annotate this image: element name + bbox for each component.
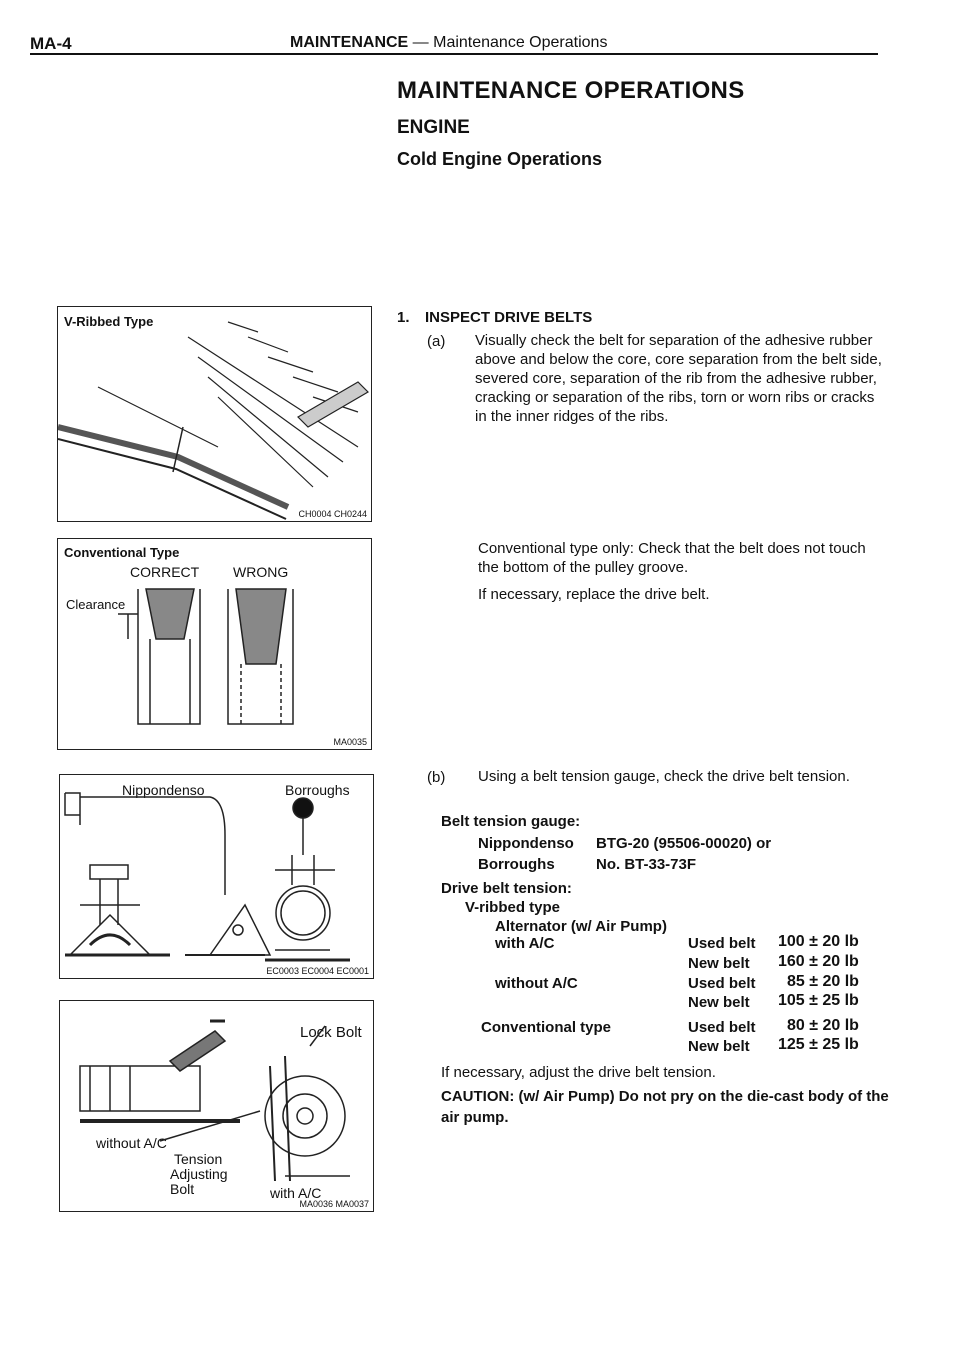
label-without-ac: without A/C — [96, 1135, 167, 1151]
gauge-part-2: No. BT-33-73F — [596, 856, 697, 873]
spec-value-1: 100 ± 20 lb — [778, 933, 859, 950]
gauge-name-1: Nippondenso — [478, 835, 574, 852]
label-adjusting: Adjusting — [170, 1166, 228, 1182]
figure-vribbed-belt — [57, 306, 372, 522]
spec-value-5: 80 ± 20 lb — [787, 1017, 859, 1034]
gauge-heading: Belt tension gauge: — [441, 813, 581, 830]
spec-belt-6: New belt — [688, 1038, 750, 1055]
adjust-note: If necessary, adjust the drive belt tension. — [441, 1064, 716, 1081]
caution-text: (w/ Air Pump) Do not pry on the die-cast body of the air pump. — [441, 1088, 889, 1126]
running-section: MAINTENANCE — [290, 34, 409, 51]
tension-gauge-illustration — [60, 775, 373, 978]
spec-value-4: 105 ± 25 lb — [778, 992, 859, 1009]
gauge-part-1: BTG-20 (95506-00020) or — [596, 835, 772, 852]
label-tension: Tension — [174, 1151, 223, 1167]
spec-belt-3: Used belt — [688, 975, 756, 992]
spec-belt-4: New belt — [688, 994, 750, 1011]
header-rule — [30, 53, 878, 55]
spec-belt-2: New belt — [688, 955, 750, 972]
figure-gauges-code: EC0003 EC0004 EC0001 — [266, 966, 369, 976]
section-heading: ENGINE — [397, 117, 470, 138]
figure-vribbed-title: V-Ribbed Type — [64, 314, 154, 329]
caution-note — [441, 1086, 891, 1128]
vribbed-belt-illustration — [58, 307, 371, 521]
label-correct: CORRECT — [130, 564, 200, 580]
vribbed-heading: V-ribbed type — [465, 899, 561, 916]
label-bolt: Bolt — [170, 1181, 195, 1197]
substep-b-text: Using a belt tension gauge, check the drive belt tension. — [478, 768, 850, 785]
substep-a-label: (a) — [427, 333, 446, 350]
label-lock-bolt: Lock Bolt — [300, 1024, 362, 1041]
label-wrong: WRONG — [233, 564, 289, 580]
spec-group-3: without A/C — [495, 975, 578, 992]
tension-heading: Drive belt tension: — [441, 880, 572, 897]
spec-belt-5: Used belt — [688, 1019, 756, 1036]
figure-vribbed-code: CH0004 CH0244 — [298, 509, 367, 519]
alternator-heading: Alternator (w/ Air Pump) — [495, 918, 667, 935]
spec-value-6: 125 ± 25 lb — [778, 1036, 859, 1053]
figure-conventional-code: MA0035 — [333, 737, 367, 747]
figure-conventional-title: Conventional Type — [64, 545, 180, 560]
spec-group-5: Conventional type — [481, 1019, 612, 1036]
figure-tension-gauges — [59, 774, 374, 979]
substep-a-text: Visually check the belt for separation of the adhesive rubber above and below the core, core separation from the belt side, severed core, separation of the rib from the adhesive rubber, cracking or separation of the ribs, torn or worn ribs or cracks in the inner ridges of the ribs. — [475, 332, 882, 425]
figure-adjusting-bolt — [59, 1000, 374, 1212]
gauge-name-2: Borroughs — [478, 856, 555, 873]
spec-group-1: with A/C — [495, 935, 555, 952]
spec-belt-1: Used belt — [688, 935, 756, 952]
caution-label: CAUTION: — [441, 1088, 515, 1105]
conventional-note: Conventional type only: Check that the belt does not touch the bottom of the pulley groove. — [478, 540, 866, 576]
page-title: MAINTENANCE OPERATIONS — [397, 77, 745, 104]
page-number: MA-4 — [30, 34, 72, 53]
label-with-ac: with A/C — [270, 1185, 322, 1201]
running-header — [290, 34, 607, 52]
step-title: INSPECT DRIVE BELTS — [425, 309, 593, 326]
running-subsection: Maintenance Operations — [433, 34, 608, 51]
label-clearance: Clearance — [66, 597, 126, 612]
running-separator: — — [408, 34, 434, 51]
step-number: 1. — [397, 309, 410, 326]
label-nippondenso: Nippondenso — [122, 782, 205, 798]
replace-note: If necessary, replace the drive belt. — [478, 586, 710, 603]
figure-adjust-code: MA0036 MA0037 — [299, 1199, 369, 1209]
label-borroughs: Borroughs — [285, 782, 350, 798]
adjusting-bolt-illustration — [60, 1001, 373, 1211]
substep-b-label: (b) — [427, 769, 446, 786]
subsection-heading: Cold Engine Operations — [397, 149, 603, 169]
pulley-groove-illustration — [58, 539, 371, 749]
spec-value-2: 160 ± 20 lb — [778, 953, 859, 970]
spec-value-3: 85 ± 20 lb — [787, 973, 859, 990]
figure-conventional-belt — [57, 538, 372, 750]
